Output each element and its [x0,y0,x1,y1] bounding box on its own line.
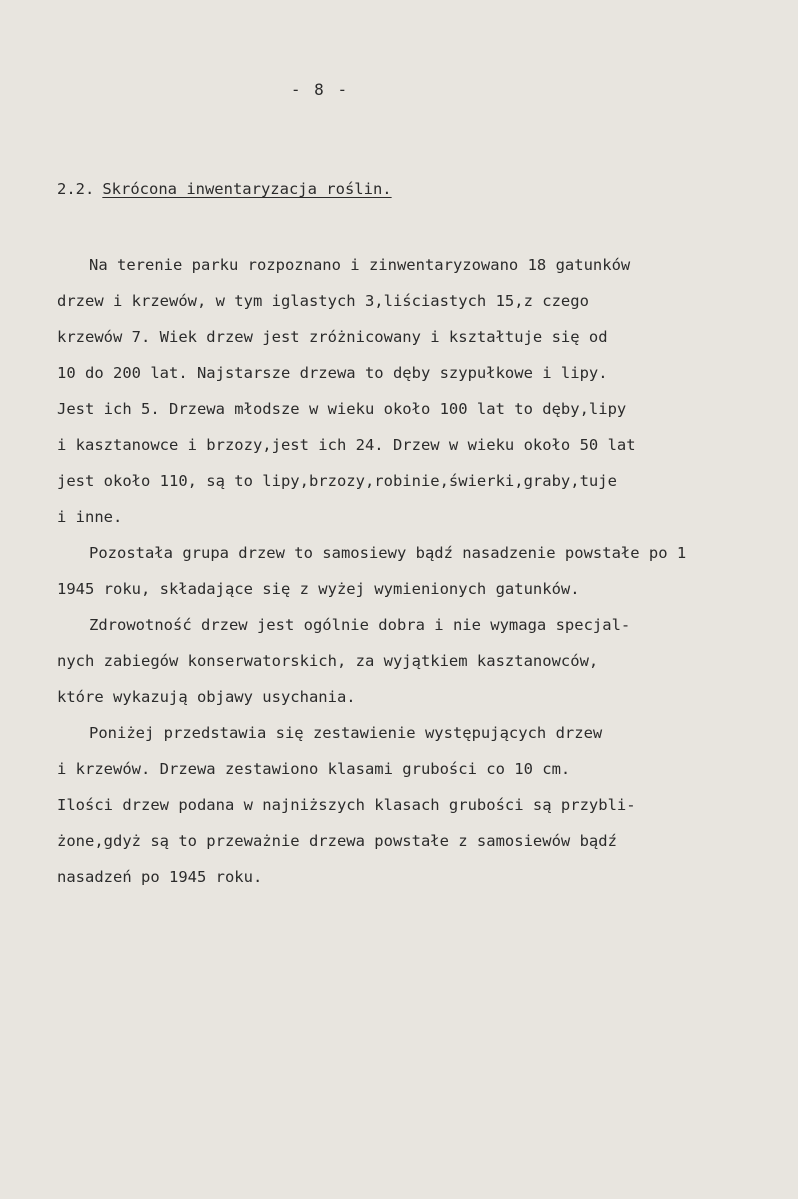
section-title: Skrócona inwentaryzacja roślin. [102,180,392,198]
text-line: które wykazują objawy usychania. [57,688,356,706]
text-line: i krzewów. Drzewa zestawiono klasami grubości co 10 cm. [57,760,571,778]
body-text [57,247,798,895]
text-line: Poniżej przedstawia się zestawienie występujących drzew [89,724,603,742]
text-line: jest około 110, są to lipy,brzozy,robinie,świerki,graby,tuje [57,472,617,490]
text-line: 1945 roku, składające się z wyżej wymienionych gatunków. [57,580,580,598]
text-line: krzewów 7. Wiek drzew jest zróżnicowany i kształtuje się od [57,328,608,346]
section-heading [57,180,392,198]
text-line: i kasztanowce i brzozy,jest ich 24. Drzew w wieku około 50 lat [57,436,636,454]
text-line: Pozostała grupa drzew to samosiewy bądź nasadzenie powstałe po 1 [89,544,687,562]
text-line: żone,gdyż są to przeważnie drzewa powstałe z samosiewów bądź [57,832,617,850]
text-line: Zdrowotność drzew jest ogólnie dobra i nie wymaga specjal- [89,616,631,634]
text-line: nych zabiegów konserwatorskich, za wyjątkiem kasztanowców, [57,652,599,670]
text-line: nasadzeń po 1945 roku. [57,868,263,886]
text-line: drzew i krzewów, w tym iglastych 3,liściastych 15,z czego [57,292,589,310]
text-line: Ilości drzew podana w najniższych klasach grubości są przybli- [57,796,636,814]
section-number: 2.2. [57,180,95,198]
page-number: - 8 - [290,80,350,99]
text-line: Jest ich 5. Drzewa młodsze w wieku około 100 lat to dęby,lipy [57,400,627,418]
text-line: Na terenie parku rozpoznano i zinwentaryzowano 18 gatunków [89,256,631,274]
text-line: i inne. [57,508,123,526]
text-line: 10 do 200 lat. Najstarsze drzewa to dęby szypułkowe i lipy. [57,364,608,382]
